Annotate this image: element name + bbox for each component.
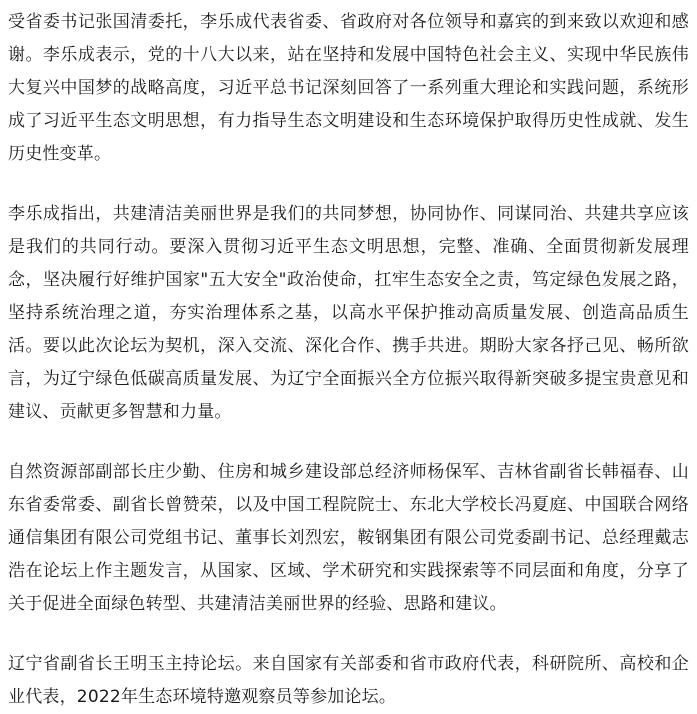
paragraph: 受省委书记张国清委托，李乐成代表省委、省政府对各位领导和嘉宾的到来致以欢迎和感谢。李乐成表示，党的十八大以来，站在坚持和发展中国特色社会主义、实现中华民族伟大复兴中国梦的战略高度，习近平总书记深刻回答了一系列重大理论和实践问题，系统形成了习近平生态文明思想，有力指导生态文明建设和生态环境保护取得历史性成就、发生历史性变革。 <box>8 12 689 164</box>
paragraph: 辽宁省副省长王明玉主持论坛。来自国家有关部委和省市政府代表，科研院所、高校和企业代表，2022年生态环境特邀观察员等参加论坛。 <box>8 654 689 707</box>
paragraph: 自然资源部副部长庄少勤、住房和城乡建设部总经济师杨保军、吉林省副省长韩福春、山东省委常委、副省长曾赞荣，以及中国工程院院士、东北大学校长冯夏庭、中国联合网络通信集团有限公司党组书记、董事长刘烈宏，鞍钢集团有限公司党委副书记、总经理戴志浩在论坛上作主题发言，从国家、区域、学术研究和实践探索等不同层面和角度，分享了关于促进全面绿色转型、共建清洁美丽世界的经验、思路和建议。 <box>8 462 689 614</box>
paragraph: 李乐成指出，共建清洁美丽世界是我们的共同梦想，协同协作、同谋同治、共建共享应该是我们的共同行动。要深入贯彻习近平生态文明思想，完整、准确、全面贯彻新发展理念，坚决履行好维护国家"五大安全"政治使命，扛牢生态安全之责，笃定绿色发展之路，坚持系统治理之道，夯实治理体系之基，以高水平保护推动高质量发展、创造高品质生活。要以此次论坛为契机，深入交流、深化合作、携手共进。期盼大家各抒己见、畅所欲言，为辽宁绿色低碳高质量发展、为辽宁全面振兴全方位振兴取得新突破多提宝贵意见和建议、贡献更多智慧和力量。 <box>8 204 689 422</box>
